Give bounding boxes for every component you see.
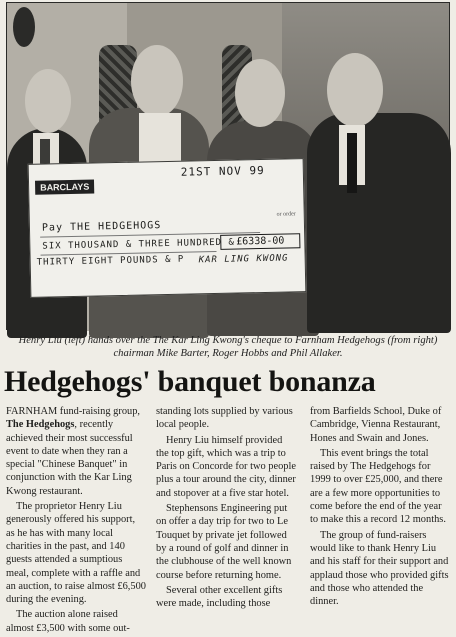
article-paragraph: The proprietor Henry Liu generously offered his support, as he has with many local charities in the past, and 140 guests attended a sumptious meal, complete with a raffle and an auction, to raise almost £6,500 during the evening. [6, 501, 146, 606]
cheque-amount-words-1: SIX THOUSAND & THREE HUNDRED & [42, 237, 235, 252]
cheque-payee: Pay THE HEDGEHOGS [41, 220, 162, 234]
person-mike-barter [307, 113, 451, 333]
article-headline: Hedgehogs' banquet bonanza [4, 365, 376, 398]
article-paragraph: Stephensons Engineering put on offer a day trip for two to Le Touquet by private jet followed by a round of golf and dinner in the clubhouse of the well known course before returning home. [156, 503, 292, 581]
cheque-amount-words-2: THIRTY EIGHT POUNDS & P [36, 254, 185, 268]
article-paragraph: Henry Liu himself provided the top gift, which was a trip to Paris on Concorde for two people plus a tour around the city, dinner and stopover at a five star hotel. [156, 434, 296, 499]
cheque-amount-box: £6338-00 [220, 233, 300, 250]
person-face [25, 69, 71, 133]
person-face [327, 53, 383, 127]
article-column-2 [156, 405, 296, 612]
article-column-3 [310, 405, 450, 610]
photo-ornament [13, 7, 35, 47]
article-paragraph: The group of fund-raisers would like to thank Henry Liu and his staff for their support and applaud those who provided gifts and those who attended the dinner. [310, 529, 449, 608]
person-face [235, 59, 285, 127]
paragraph-text: FARNHAM fund-raising group, [6, 406, 141, 417]
cheque-signature: KAR LING KWONG [198, 253, 289, 266]
article-paragraph: from Barfields School, Duke of Cambridge, Vienna Restaurant, Hones and Swain and Jones. [310, 406, 442, 444]
paragraph-text: , recently achieved their most successful event to date when they ran a special "Chinese Banquet" in conjunction with the Kar Ling Kwong restaurant. [6, 419, 133, 497]
photo-caption: Henry Liu (left) hands over the The Kar Ling Kwong's cheque to Farnham Hedgehogs (from right) chairman Mike Barter, Roger Hobbs and Phil Allaker. [18, 335, 438, 359]
group-name: The Hedgehogs [6, 419, 75, 431]
cheque-or-order: or order [276, 211, 296, 218]
article-paragraph: This event brings the total raised by The Hedgehogs for 1999 to over £25,000, and there are a few more opportunities to come before the end of the year to make this a record 12 months. [310, 447, 446, 526]
article-paragraph: Several other excellent gifts were made, including those [156, 584, 283, 610]
article-column-1 [6, 405, 146, 637]
cheque [28, 158, 307, 298]
cheque-bank-name: BARCLAYS [35, 180, 94, 195]
article-paragraph [6, 405, 146, 498]
cheque-date: 21ST NOV 99 [180, 163, 265, 179]
news-photo [6, 2, 450, 330]
person-face [131, 45, 183, 117]
person-tie [347, 133, 357, 193]
article-paragraph: The auction alone raised almost £3,500 with some out- [6, 609, 130, 634]
article-paragraph: standing lots supplied by various local people. [156, 406, 293, 431]
